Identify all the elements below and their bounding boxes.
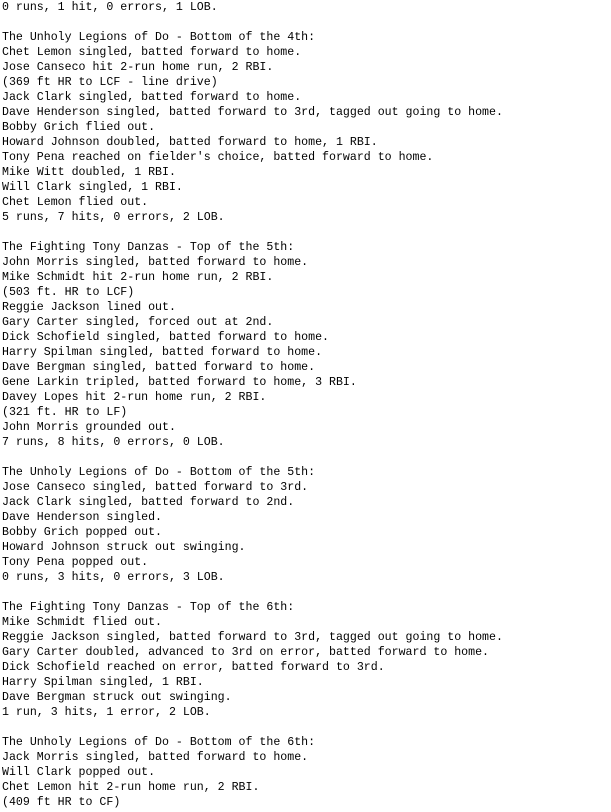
play-by-play-log <box>2 0 608 810</box>
play-line: Dick Schofield singled, batted forward to home. <box>2 331 329 344</box>
blank-line <box>2 585 608 600</box>
play-line: Harry Spilman singled, batted forward to home. <box>2 346 323 359</box>
blank-line <box>2 450 608 465</box>
play-line: Mike Schmidt hit 2-run home run, 2 RBI. <box>2 271 274 284</box>
play-line: Reggie Jackson lined out. <box>2 301 176 314</box>
play-line: Chet Lemon flied out. <box>2 196 149 209</box>
play-line: Dave Bergman struck out swinging. <box>2 691 232 704</box>
blank-line <box>2 15 608 30</box>
play-line: Mike Schmidt flied out. <box>2 616 163 629</box>
home-run-detail-line: (503 ft. HR to LCF) <box>2 286 135 299</box>
play-line: Davey Lopes hit 2-run home run, 2 RBI. <box>2 391 267 404</box>
blank-line <box>2 225 608 240</box>
inning-summary-line: 0 runs, 3 hits, 0 errors, 3 LOB. <box>2 571 225 584</box>
half-inning-header: The Fighting Tony Danzas - Top of the 5th: <box>2 241 295 254</box>
play-line: Jack Morris singled, batted forward to home. <box>2 751 309 764</box>
play-line: Reggie Jackson singled, batted forward to 3rd, tagged out going to home. <box>2 631 503 644</box>
play-line: Gene Larkin tripled, batted forward to home, 3 RBI. <box>2 376 357 389</box>
play-line: Jose Canseco singled, batted forward to 3rd. <box>2 481 309 494</box>
play-line: Tony Pena popped out. <box>2 556 149 569</box>
play-line: Howard Johnson struck out swinging. <box>2 541 246 554</box>
half-inning-header: The Unholy Legions of Do - Bottom of the 5th: <box>2 466 316 479</box>
play-line: Howard Johnson doubled, batted forward to home, 1 RBI. <box>2 136 378 149</box>
play-line: Chet Lemon hit 2-run home run, 2 RBI. <box>2 781 260 794</box>
play-line: Chet Lemon singled, batted forward to home. <box>2 46 302 59</box>
play-line: Bobby Grich popped out. <box>2 526 163 539</box>
play-line: John Morris singled, batted forward to home. <box>2 256 309 269</box>
play-line: Will Clark popped out. <box>2 766 156 779</box>
play-line: Tony Pena reached on fielder's choice, batted forward to home. <box>2 151 434 164</box>
play-line: Bobby Grich flied out. <box>2 121 156 134</box>
inning-summary-line: 5 runs, 7 hits, 0 errors, 2 LOB. <box>2 211 225 224</box>
play-line: Jack Clark singled, batted forward to home. <box>2 91 302 104</box>
home-run-detail-line: (321 ft. HR to LF) <box>2 406 128 419</box>
play-line: Will Clark singled, 1 RBI. <box>2 181 183 194</box>
home-run-detail-line: (369 ft HR to LCF - line drive) <box>2 76 218 89</box>
inning-summary-line: 0 runs, 1 hit, 0 errors, 1 LOB. <box>2 1 218 14</box>
blank-line <box>2 720 608 735</box>
play-line: Dave Henderson singled, batted forward to 3rd, tagged out going to home. <box>2 106 503 119</box>
inning-summary-line: 7 runs, 8 hits, 0 errors, 0 LOB. <box>2 436 225 449</box>
play-line: Jack Clark singled, batted forward to 2nd. <box>2 496 295 509</box>
home-run-detail-line: (409 ft HR to CF) <box>2 796 121 809</box>
play-line: Gary Carter doubled, advanced to 3rd on error, batted forward to home. <box>2 646 490 659</box>
play-line: John Morris grounded out. <box>2 421 176 434</box>
half-inning-header: The Fighting Tony Danzas - Top of the 6th: <box>2 601 295 614</box>
play-line: Dick Schofield reached on error, batted forward to 3rd. <box>2 661 385 674</box>
play-line: Gary Carter singled, forced out at 2nd. <box>2 316 274 329</box>
half-inning-header: The Unholy Legions of Do - Bottom of the 4th: <box>2 31 316 44</box>
play-line: Harry Spilman singled, 1 RBI. <box>2 676 204 689</box>
play-line: Dave Henderson singled. <box>2 511 163 524</box>
play-line: Mike Witt doubled, 1 RBI. <box>2 166 176 179</box>
play-line: Dave Bergman singled, batted forward to home. <box>2 361 316 374</box>
inning-summary-line: 1 run, 3 hits, 1 error, 2 LOB. <box>2 706 211 719</box>
half-inning-header: The Unholy Legions of Do - Bottom of the 6th: <box>2 736 316 749</box>
play-line: Jose Canseco hit 2-run home run, 2 RBI. <box>2 61 274 74</box>
